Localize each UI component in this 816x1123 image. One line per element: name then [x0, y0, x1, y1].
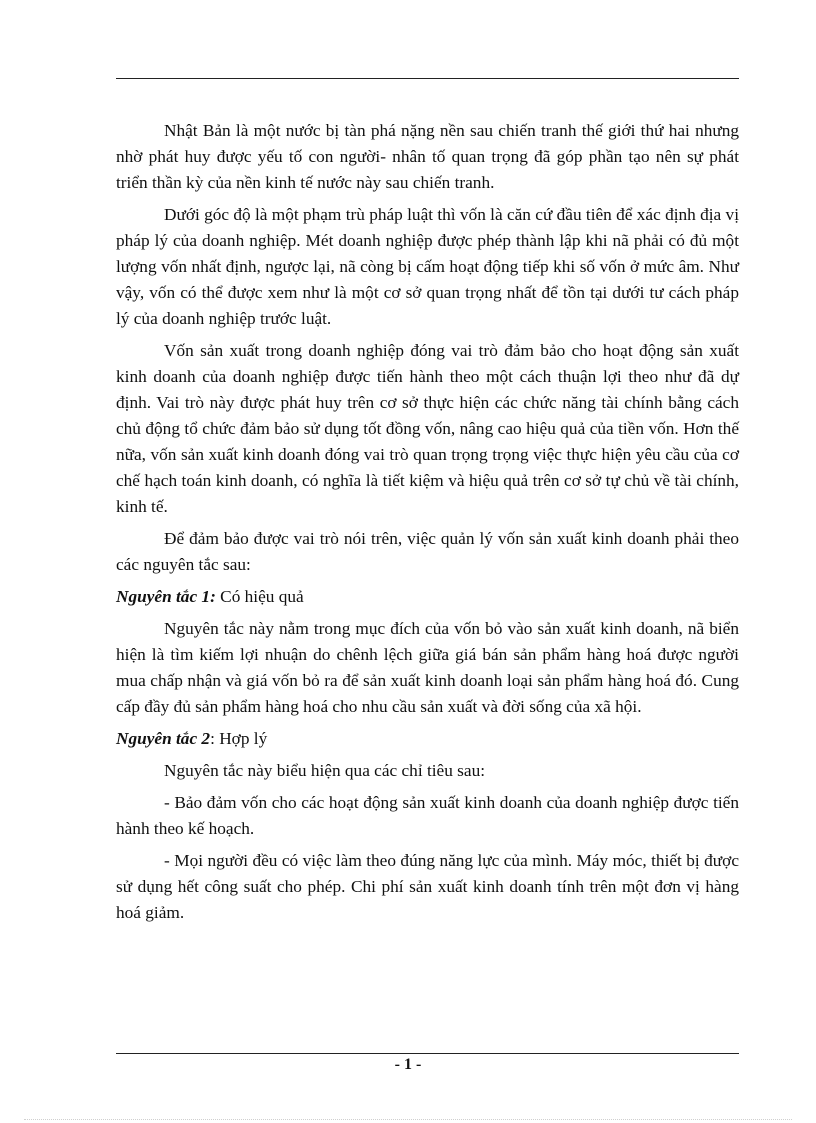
principle-2-heading — [116, 726, 739, 752]
footer-rule — [116, 1053, 739, 1054]
principle-1-heading — [116, 584, 739, 610]
paragraph: Để đảm bảo được vai trò nói trên, việc quản lý vốn sản xuất kinh doanh phải theo các nguyên tắc sau: — [116, 529, 739, 574]
paragraph: Dưới góc độ là một phạm trù pháp luật thì vốn là căn cứ đầu tiên để xác định địa vị pháp lý của doanh nghiệp. Mét doanh nghiệp được phép thành lập khi nã phải có đủ một lượng vốn nhất định, ngược lại, nã còng bị cấm hoạt động tiếp khi số vốn ở mức âm. Như vậy, vốn có thể được xem như là một cơ sở quan trọng nhất để tồn tại dưới tư cách pháp lý của doanh nghiệp trước luật. — [116, 205, 739, 328]
paragraph: Vốn sản xuất trong doanh nghiệp đóng vai trò đảm bảo cho hoạt động sản xuất kinh doanh của doanh nghiệp được tiến hành theo một cách thuận lợi theo như đã dự định. Vai trò này được phát huy trên cơ sở thực hiện các chức năng tài chính bằng cách chủ động tổ chức đảm bảo sử dụng tốt đồng vốn, nâng cao hiệu quả của tiền vốn. Hơn thế nữa, vốn sản xuất kinh doanh đóng vai trò quan trọng trọng việc thực hiện yêu cầu của cơ chế hạch toán kinh doanh, có nghĩa là tiết kiệm và hiệu quả trên cơ sở tự chủ về tài chính, kinh tế. — [116, 341, 739, 516]
header-rule — [116, 78, 739, 79]
principle-1-label: Nguyên tắc 1: — [116, 587, 216, 606]
principle-1-body: Nguyên tắc này nằm trong mục đích của vốn bỏ vào sản xuất kinh doanh, nã biển hiện là tìm kiếm lợi nhuận do chênh lệch giữa giá bán sản phẩm hàng hoá được người mua chấp nhận và giá vốn bỏ ra để sản xuất kinh doanh loại sản phẩm hàng hoá đó. Cung cấp đầy đủ sản phẩm hàng hoá cho nhu cầu sản xuất và đời sống của xã hội. — [116, 619, 739, 716]
principle-2-label: Nguyên tắc 2 — [116, 729, 211, 748]
principle-2-item: - Mọi người đều có việc làm theo đúng năng lực của mình. Máy móc, thiết bị được sử dụng hết công suất cho phép. Chi phí sản xuất kinh doanh tính trên một đơn vị hàng hoá giảm. — [116, 851, 739, 922]
principle-1-title: Có hiệu quả — [215, 587, 304, 606]
page-edge-dots — [24, 1119, 792, 1120]
body-text — [116, 118, 739, 932]
page-number: - 1 - — [394, 1056, 422, 1073]
principle-2-item: - Bảo đảm vốn cho các hoạt động sản xuất kinh doanh của doanh nghiệp được tiến hành theo kế hoạch. — [116, 793, 739, 838]
principle-2-intro: Nguyên tắc này biểu hiện qua các chỉ tiêu sau: — [164, 761, 486, 780]
paragraph: Nhật Bản là một nước bị tàn phá nặng nền sau chiến tranh thế giới thứ hai nhưng nhờ phát huy được yếu tố con người- nhân tố quan trọng đã góp phần tạo nên sự phát triển thần kỳ của nền kinh tế nước này sau chiến tranh. — [116, 121, 739, 192]
principle-2-title: : Hợp lý — [210, 729, 268, 748]
